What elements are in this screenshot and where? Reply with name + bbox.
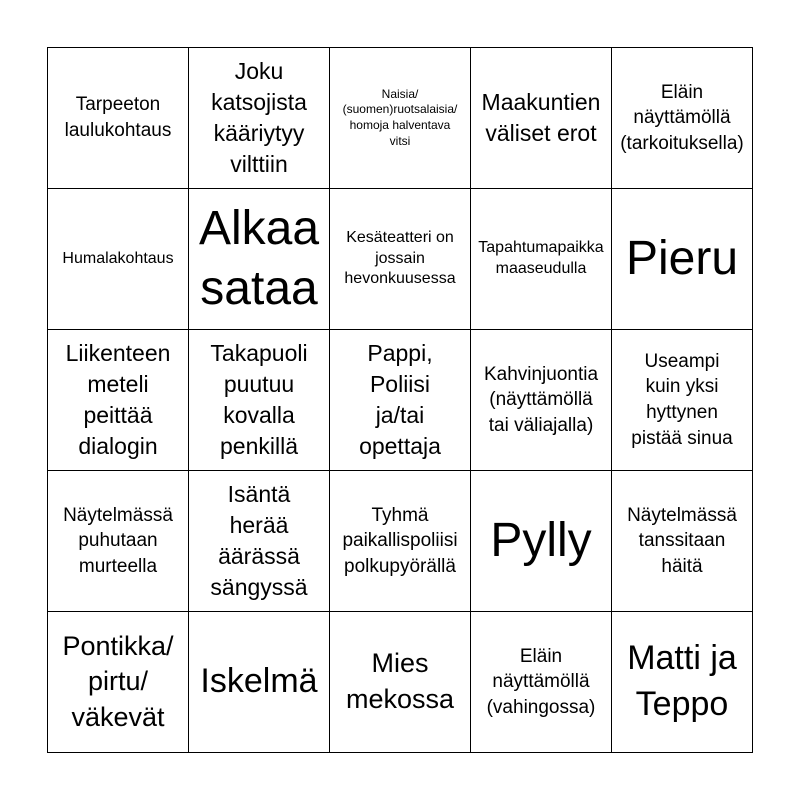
bingo-cell[interactable] (189, 330, 330, 471)
bingo-cell[interactable] (48, 48, 189, 189)
bingo-cell[interactable] (471, 189, 612, 330)
cell-label: Useampi kuin yksi hyttynen pistää sinua (631, 350, 733, 449)
cell-label: Tapahtumapaikka maaseudulla (478, 239, 604, 277)
bingo-cell[interactable] (330, 48, 471, 189)
cell-label: Isäntä herää äärässä sängyssä (210, 480, 308, 601)
cell-label: Joku katsojista kääriytyy vilttiin (211, 57, 307, 178)
cell-label: Tarpeeton laulukohtaus (64, 94, 172, 141)
bingo-cell[interactable] (612, 48, 753, 189)
bingo-cell[interactable] (48, 612, 189, 753)
bingo-cell[interactable] (471, 48, 612, 189)
cell-label: Pappi, Poliisi ja/tai opettaja (359, 339, 441, 460)
cell-label: Pieru (625, 232, 739, 285)
cell-label: Näytelmässä tanssitaan häitä (627, 504, 737, 577)
bingo-cell[interactable] (330, 612, 471, 753)
cell-label: Iskelmä (200, 662, 318, 701)
bingo-cell[interactable] (612, 612, 753, 753)
bingo-cell[interactable] (612, 471, 753, 612)
cell-label: Näytelmässä puhutaan murteella (63, 504, 173, 577)
cell-label: Kesäteatteri on jossain hevonkuusessa (344, 228, 456, 288)
bingo-cell[interactable] (612, 189, 753, 330)
bingo-cell[interactable] (330, 330, 471, 471)
bingo-cell[interactable] (471, 612, 612, 753)
bingo-cell[interactable] (471, 471, 612, 612)
cell-label: Matti ja Teppo (627, 639, 737, 723)
cell-label: Eläin näyttämöllä (tarkoituksella) (620, 81, 744, 154)
cell-label: Liikenteen meteli peittää dialogin (65, 339, 171, 460)
bingo-cell[interactable] (330, 471, 471, 612)
cell-label: Alkaa sataa (198, 202, 320, 315)
bingo-cell[interactable] (612, 330, 753, 471)
bingo-cell[interactable] (189, 48, 330, 189)
cell-label: Maakuntien väliset erot (481, 88, 601, 146)
bingo-cell[interactable] (189, 189, 330, 330)
bingo-board (47, 47, 753, 753)
cell-label: Mies mekossa (345, 648, 455, 714)
bingo-cell[interactable] (48, 189, 189, 330)
bingo-cell[interactable] (189, 471, 330, 612)
cell-label: Kahvinjuontia (näyttämöllä tai väliajalla) (483, 363, 599, 436)
bingo-cell[interactable] (48, 471, 189, 612)
cell-label: Naisia/ (suomen)ruotsalaisia/ homoja halventava vitsi (342, 86, 458, 148)
cell-label: Tyhmä paikallispoliisi polkupyörällä (342, 504, 458, 577)
cell-label: Humalakohtaus (62, 249, 174, 267)
cell-label: Pontikka/ pirtu/ väkevät (62, 630, 174, 732)
bingo-cell[interactable] (330, 189, 471, 330)
bingo-cell[interactable] (471, 330, 612, 471)
cell-label: Eläin näyttämöllä (vahingossa) (486, 645, 596, 718)
bingo-cell[interactable] (189, 612, 330, 753)
cell-label: Takapuoli puutuu kovalla penkillä (210, 339, 308, 460)
cell-label: Pylly (490, 514, 592, 567)
bingo-cell[interactable] (48, 330, 189, 471)
